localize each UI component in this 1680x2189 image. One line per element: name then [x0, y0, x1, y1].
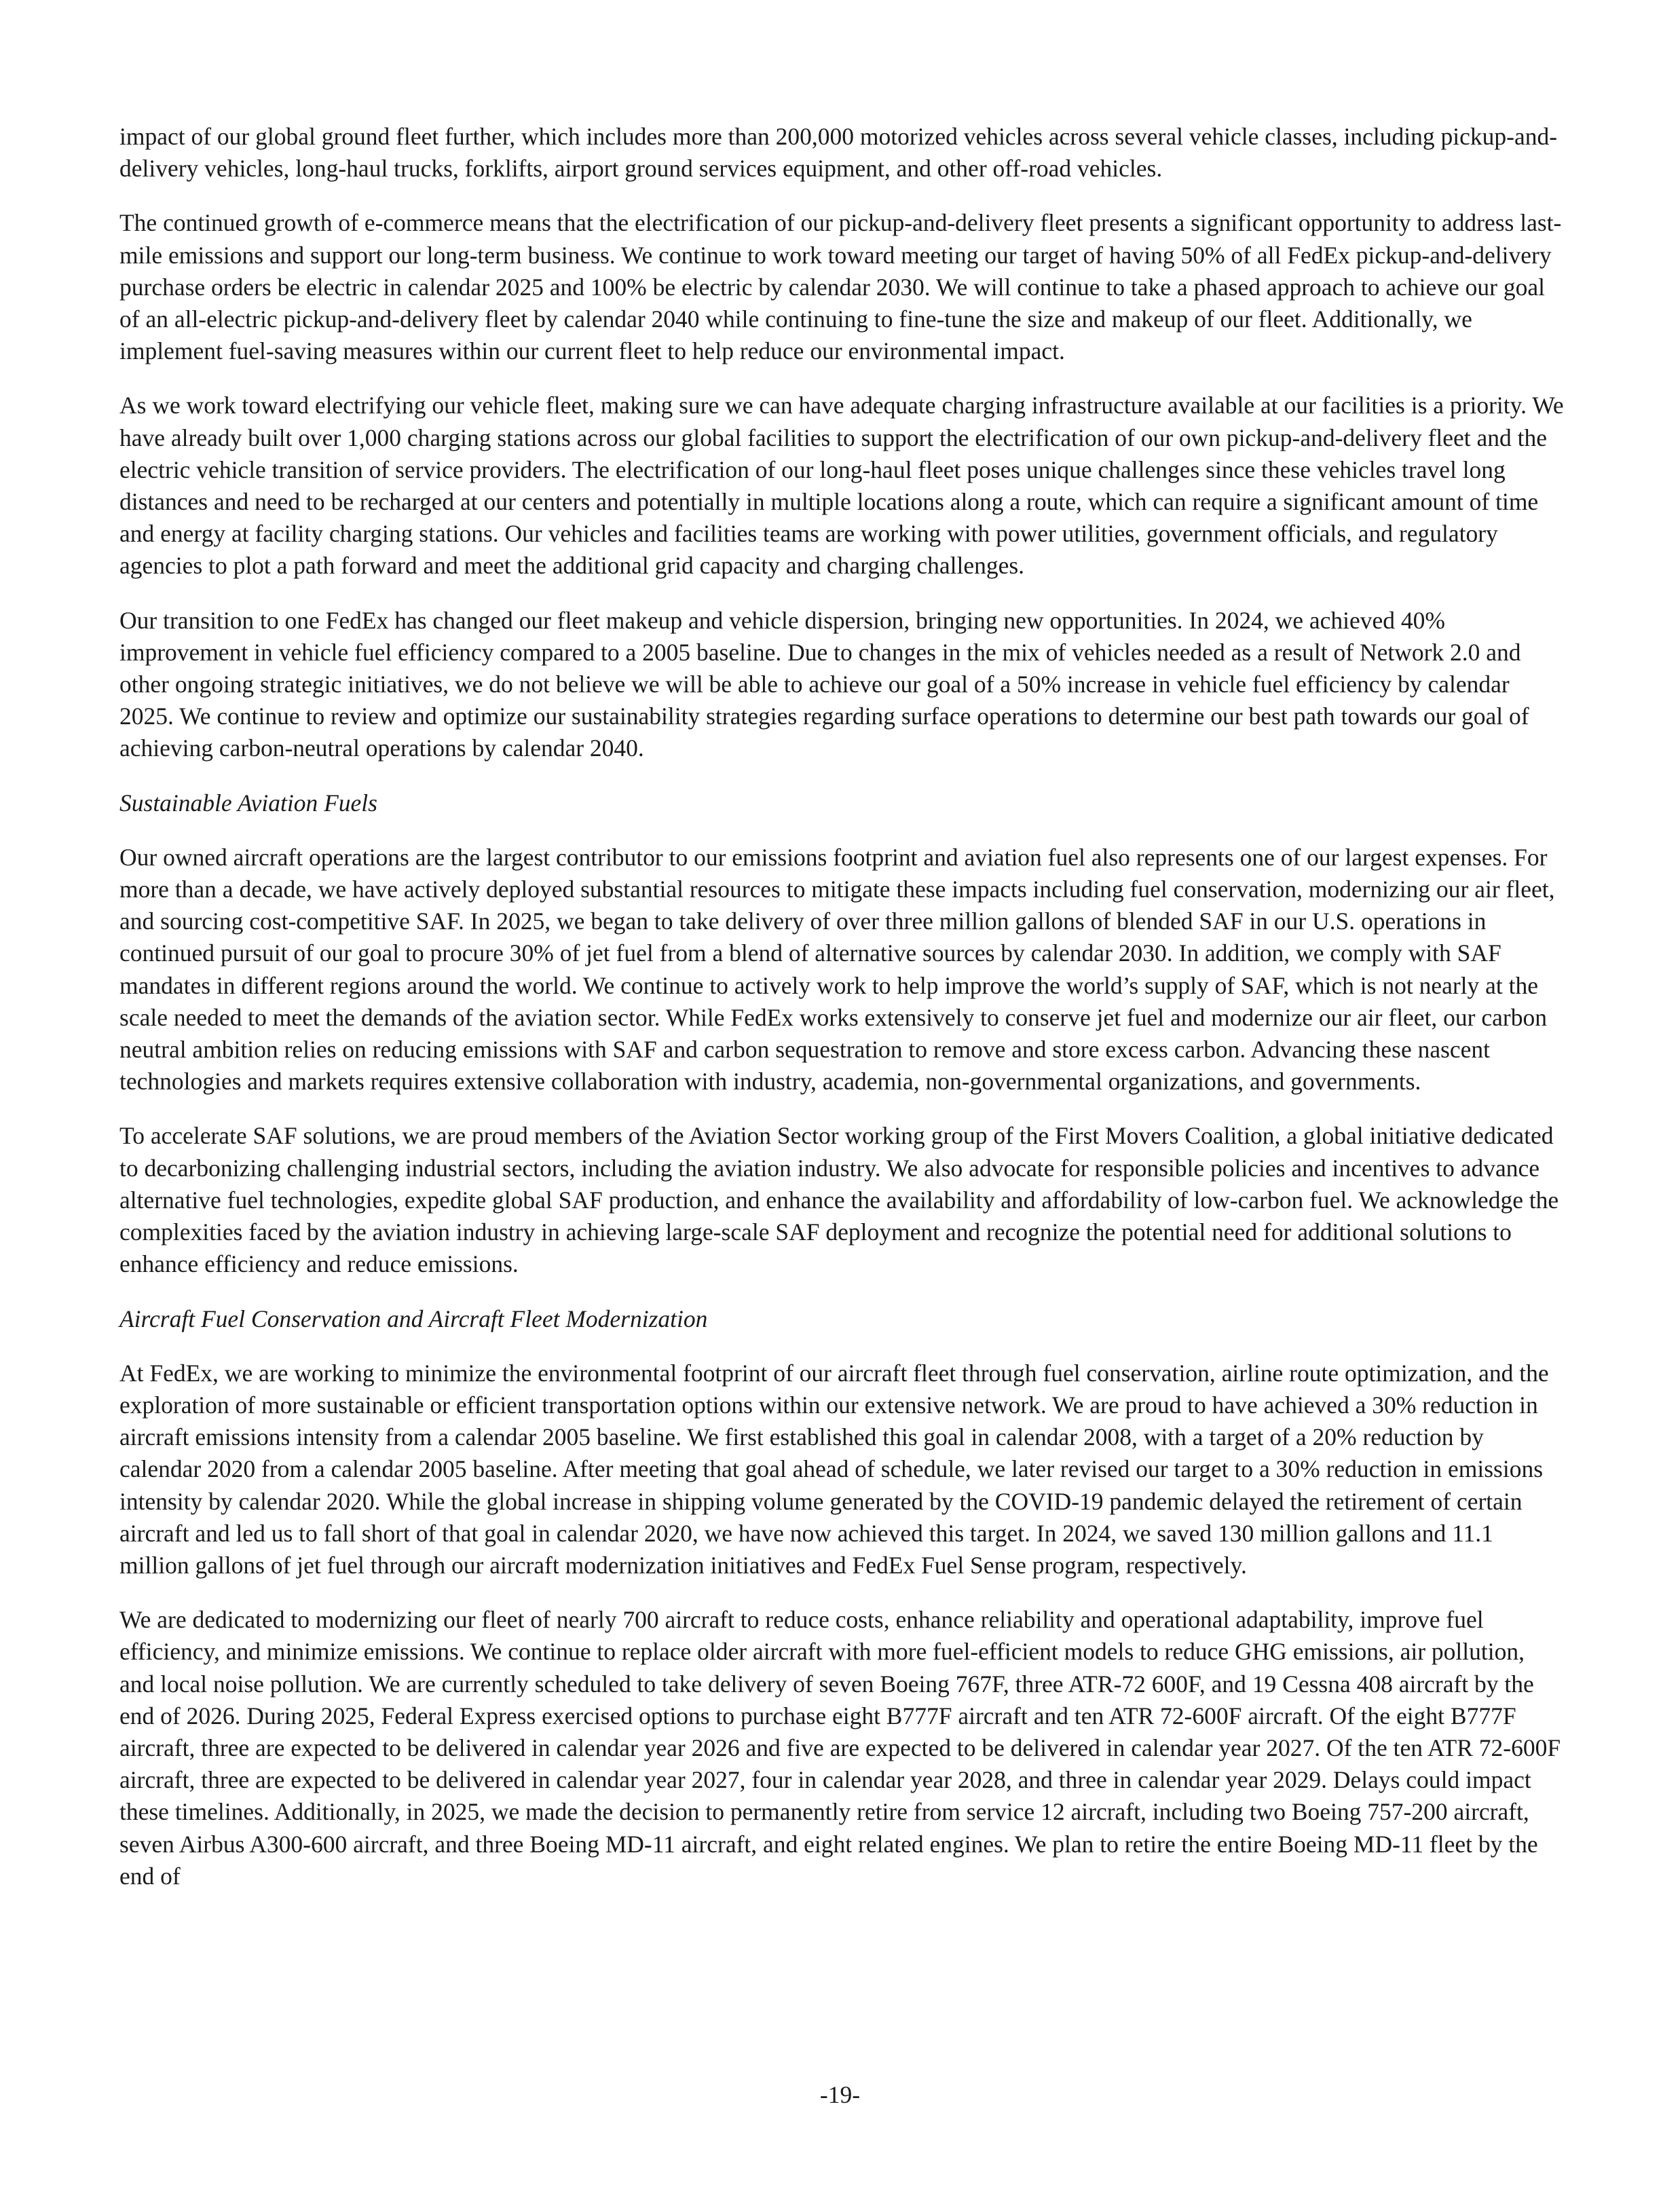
paragraph-emissions-intensity: At FedEx, we are working to minimize the environmental footprint of our aircraft fleet through fuel conservation, airline route optimization, and the exploration of more sustainable or efficient transportation options within our extensive network. We are proud to have achieved a 30% reduction in aircraft emissions intensity from a calendar 2005 baseline. We first established this goal in calendar 2008, with a target of a 20% reduction by calendar 2020 from a calendar 2005 baseline. After meeting that goal ahead of schedule, we later revised our target to a 30% reduction in emissions intensity by calendar 2020. While the global increase in shipping volume generated by the COVID-19 pandemic delayed the retirement of certain aircraft and led us to fall short of that goal in calendar 2020, we have now achieved this target. In 2024, we saved 130 million gallons and 11.1 million gallons of jet fuel through our aircraft modernization initiatives and FedEx Fuel Sense program, respectively. [119, 1359, 1549, 1579]
paragraph-pickup-delivery-electrification: The continued growth of e-commerce means that the electrification of our pickup-and-delivery fleet presents a significant opportunity to address last-mile emissions and support our long-term business. We continue to work toward meeting our target of having 50% of all FedEx pickup-and-delivery purchase orders be electric in calendar 2025 and 100% be electric by calendar 2030. We will continue to take a phased approach to achieve our goal of an all-electric pickup-and-delivery fleet by calendar 2040 while continuing to fine-tune the size and makeup of our fleet. Additionally, we implement fuel-saving measures within our current fleet to help reduce our environmental impact. [119, 209, 1562, 365]
paragraph-aircraft-operations-saf: Our owned aircraft operations are the largest contributor to our emissions footprint and aviation fuel also represents one of our largest expenses. For more than a decade, we have actively deployed substantial resources to mitigate these impacts including fuel conservation, modernizing our air fleet, and sourcing cost-competitive SAF. In 2025, we began to take delivery of over three million gallons of blended SAF in our U.S. operations in continued pursuit of our goal to procure 30% of jet fuel from a blend of alternative sources by calendar 2030. In addition, we comply with SAF mandates in different regions around the world. We continue to actively work to help improve the world’s supply of SAF, which is not nearly at the scale needed to meet the demands of the aviation sector. While FedEx works extensively to conserve jet fuel and modernize our air fleet, our carbon neutral ambition relies on reducing emissions with SAF and carbon sequestration to remove and store excess carbon. Advancing these nascent technologies and markets requires extensive collaboration with industry, academia, non-governmental organizations, and governments. [119, 843, 1555, 1096]
paragraph-charging-infrastructure: As we work toward electrifying our vehicle fleet, making sure we can have adequate charging infrastructure available at our facilities is a priority. We have already built over 1,000 charging stations across our global facilities to support the electrification of our own pickup-and-delivery fleet and the electric vehicle transition of service providers. The electrification of our long-haul fleet poses unique challenges since these vehicles travel long distances and need to be recharged at our centers and potentially in multiple locations along a route, which can require a significant amount of time and energy at facility charging stations. Our vehicles and facilities teams are working with power utilities, government officials, and regulatory agencies to plot a path forward and meet the additional grid capacity and charging challenges. [119, 392, 1564, 580]
paragraph-first-movers-coalition: To accelerate SAF solutions, we are proud members of the Aviation Sector working group of the First Movers Coalition, a global initiative dedicated to decarbonizing challenging industrial sectors, including the aviation industry. We also advocate for responsible policies and incentives to advance alternative fuel technologies, expedite global SAF production, and enhance the availability and affordability of low-carbon fuel. We acknowledge the complexities faced by the aviation industry in achieving large-scale SAF deployment and recognize the potential need for additional solutions to enhance efficiency and reduce emissions. [119, 1122, 1559, 1278]
paragraph-fleet-modernization: We are dedicated to modernizing our fleet of nearly 700 aircraft to reduce costs, enhance reliability and operational adaptability, improve fuel efficiency, and minimize emissions. We continue to replace older aircraft with more fuel-efficient models to reduce GHG emissions, air pollution, and local noise pollution. We are currently scheduled to take delivery of seven Boeing 767F, three ATR-72 600F, and 19 Cessna 408 aircraft by the end of 2026. During 2025, Federal Express exercised options to purchase eight B777F aircraft and ten ATR 72-600F aircraft. Of the eight B777F aircraft, three are expected to be delivered in calendar year 2026 and five are expected to be delivered in calendar year 2027. Of the ten ATR 72-600F aircraft, three are expected to be delivered in calendar year 2027, four in calendar year 2028, and three in calendar year 2029. Delays could impact these timelines. Additionally, in 2025, we made the decision to permanently retire from service 12 aircraft, including two Boeing 757-200 aircraft, seven Airbus A300-600 aircraft, and three Boeing MD-11 aircraft, and eight related engines. We plan to retire the entire Boeing MD-11 fleet by the end of [119, 1606, 1561, 1890]
page-number: -19- [819, 2081, 861, 2108]
subheading-aircraft-fuel-conservation: Aircraft Fuel Conservation and Aircraft Fleet Modernization [119, 1305, 708, 1332]
paragraph-one-fedex-fleet: Our transition to one FedEx has changed our fleet makeup and vehicle dispersion, bringing new opportunities. In 2024, we achieved 40% improvement in vehicle fuel efficiency compared to a 2005 baseline. Due to changes in the mix of vehicles needed as a result of Network 2.0 and other ongoing strategic initiatives, we do not believe we will be able to achieve our goal of a 50% increase in vehicle fuel efficiency by calendar 2025. We continue to review and optimize our sustainability strategies regarding surface operations to determine our best path towards our goal of achieving carbon-neutral operations by calendar 2040. [119, 606, 1529, 762]
subheading-sustainable-aviation-fuels: Sustainable Aviation Fuels [119, 789, 377, 817]
document-body [119, 121, 1565, 1915]
paragraph-ground-fleet: impact of our global ground fleet further, which includes more than 200,000 motorized vehicles across several vehicle classes, including pickup-and-delivery vehicles, long-haul trucks, forklifts, airport ground services equipment, and other off-road vehicles. [119, 123, 1558, 183]
